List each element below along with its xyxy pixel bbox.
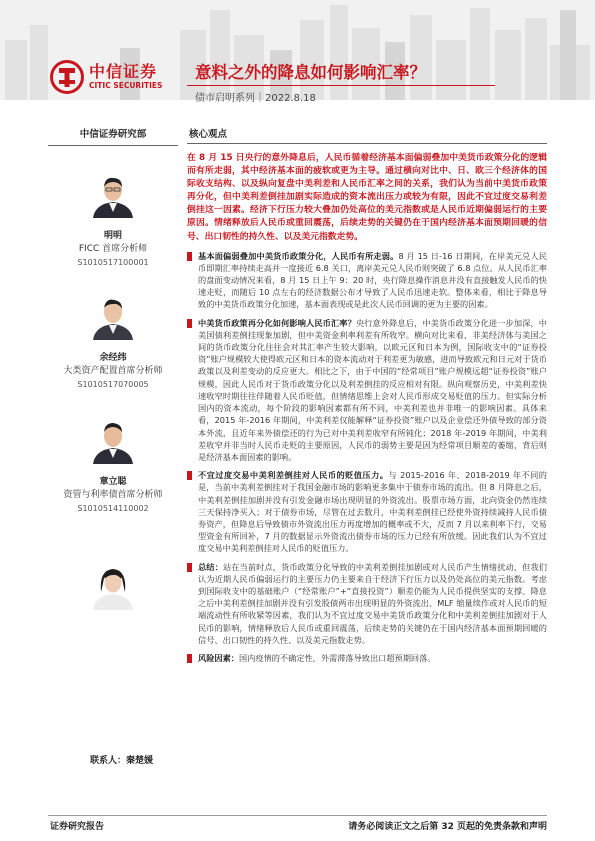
core-views-divider xyxy=(187,143,547,144)
citic-logo xyxy=(50,60,162,94)
analyst-role: 资管与利率债首席分析师 xyxy=(63,490,163,500)
red-bullet-marker xyxy=(187,563,192,572)
analyst-card xyxy=(48,416,178,515)
body-paragraph xyxy=(187,250,547,311)
logo-name-en: CITIC SECURITIES xyxy=(89,81,163,90)
red-bullet-marker xyxy=(187,252,192,261)
paragraph-body: 与 2015-2016 年、2018-2019 年不同的是，当前中美利差倒挂对于我国金融市场的影响更多集中于债券市场的流出。但 8 月降息之后，中美利差倒挂加剧并没有引发金融市场出现明显的外资流出。股票市场方面，北向资金仍然连续三天保持净买入；对于债券市场，尽管在过去数月，中美利差倒挂已经使外资持续减持人民币债券资产，但降息后导致债市外资流出压力再度增加的概率或不大，反而 7 月以来利率下行，交易型资金有所回补，7 月的数据显示外资流出债券市场的压力已经有所放缓。因此我们认为不宜过度交易中美利差倒挂对人民币的贬值压力。 xyxy=(198,470,547,554)
footer-divider xyxy=(48,815,547,816)
footer-label: 证券研究报告 xyxy=(50,822,105,832)
paragraph-lead: 风险因素： xyxy=(198,652,239,663)
summary-paragraph: 在 8 月 15 日央行的意外降息后，人民币循着经济基本面偏弱叠加中美货币政策分化的逻辑而有所走弱，其中经济基本面的疲软或更为主导。通过横向对比中、日、欧三个经济体的国际收支结构、以及纵向复盘中美利差和人民币汇率之间的关系，我们认为当前中美货币政策再分化，但中美利差倒挂加剧实际造成的资本流出压力或较为有限，因此不宜过度交易利差倒挂这一因素。经济下行压力较大叠加仍处高位的美元指数或是人民币近期偏弱运行的主要原因。情绪释放后人民币或重回震荡，后续走势的关键仍在于国内经济基本面预期回暖的信号、出口韧性的持久性、以及美元指数走势。 xyxy=(187,153,547,242)
analyst-license: S1010517070005 xyxy=(77,380,149,389)
paragraph-body: 央行意外降息后，中美货币政策分化进一步加深，中美国债利差倒挂现象加剧，但中美资金利率利差有所收窄。横向对比来看，非美经济体与美国之间的货币政策分化往往会对其汇率产生较大影响，以欧元区和日本为例，国际收支中的“证券投资”账户规模较大使得欧元区和日本的资本流动对于利差更为敏感，进而导致欧元和日元对于货币政策以及利差变动的反应更大。相比之下，由于中国的“经常项目”账户规模远超“证券投资”账户规模，因此人民币对于货币政策分化以及利差倒挂的反应相对有限。纵向观察历史，中美利差快速收窄时期往往伴随着人民币贬值，但情绪思维上会对人民币形成交易贬值的压力。但实际分析国内的资本流动，每个阶段的影响因素都有所不同，中美利差也并非唯一的影响因素。具体来看，2015 年-2016 年期间，中美利差仅能解释“证券投资”账户以及企业偿还外债导致的部分资本外流，且近年来外债偿还的行为已对中美利差收窄有所钝化；2018 年-2019 年期间，中美利差收窄并非当时人民币走贬的主要原因，人民币的弱势主要是因为经常项目顺差的萎缩，背后则是经济基本面因素的影响。 xyxy=(198,317,547,462)
analyst-card xyxy=(48,292,178,391)
analyst-sidebar xyxy=(48,126,178,766)
analyst-name: 明明 xyxy=(103,231,122,241)
paragraph-lead: 总结： xyxy=(198,561,223,572)
report-subtitle: 债市启明系列｜2022.8.18 xyxy=(195,93,316,104)
analyst-photo xyxy=(89,170,137,218)
body-paragraph xyxy=(187,469,547,554)
analyst-role: FICC 首席分析师 xyxy=(78,244,148,254)
paragraph-body: 国内疫情的不确定性，外需滞落导致出口超预期回落。 xyxy=(238,652,436,663)
paragraph-lead: 基本面偏弱叠加中美货币政策分化，人民币有所走弱。 xyxy=(198,250,399,261)
body-paragraph xyxy=(187,317,547,463)
paragraph-lead: 不宜过度交易中美利差倒挂对人民币的贬值压力。 xyxy=(198,470,389,481)
report-title: 意料之外的降息如何影响汇率？ xyxy=(195,63,426,82)
footer-disclaimer-note: 请务必阅读正文之后第 32 页起的免责条款和声明 xyxy=(348,822,547,832)
contact-photo-card xyxy=(48,562,178,614)
contact-person: 联系人：秦楚媛 xyxy=(90,756,154,766)
sidebar-heading: 中信证券研究部 xyxy=(79,129,147,140)
citic-logo-icon xyxy=(50,60,84,94)
analyst-name: 余经纬 xyxy=(99,353,127,363)
paragraph-body: 站在当前时点，货币政策分化导致的中美利差倒挂加剧或对人民币产生情绪扰动，但我们认为近期人民币偏弱运行的主要压力仍主要来自于经济下行压力以及仍处高位的美元指数。考虑到国际收支中的基础账户（“经常账户”+“直接投资”）顺差仍能为人民币提供坚实的支撑、降息之后中美利差倒挂加剧并没有引发股债两市出现明显的外资流出、MLF 缩量续作或对人民币的短端流动性有所收紧等因素，我们认为不宜过度交易中美货币政策分化和中美利差倒挂加剧对于人民币的影响，情绪释放后人民币或重回震荡，后续走势的关键仍在于国内经济基本面预期回暖的信号、出口韧性的持久性、以及美元指数走势。 xyxy=(198,561,547,645)
analyst-photo xyxy=(89,292,137,340)
analyst-card xyxy=(48,170,178,269)
red-bullet-marker xyxy=(187,471,192,480)
analyst-license: S1010514110002 xyxy=(77,504,149,513)
body-paragraph xyxy=(187,561,547,646)
red-bullet-marker xyxy=(187,654,192,663)
analyst-role: 大类资产配置首席分析师 xyxy=(63,366,163,376)
page-header xyxy=(0,0,595,112)
paragraph-lead: 中美货币政策再分化如何影响人民币汇率？ xyxy=(198,317,356,328)
analyst-photo xyxy=(89,416,137,464)
main-content xyxy=(187,126,547,664)
analyst-license: S1010517100001 xyxy=(77,258,149,267)
sidebar-divider xyxy=(48,145,178,146)
core-views-heading: 核心观点 xyxy=(189,129,228,140)
logo-name-cn: 中信证券 xyxy=(89,62,158,81)
analyst-name: 章立聪 xyxy=(99,477,127,487)
body-paragraph xyxy=(187,652,547,664)
contact-photo xyxy=(89,562,137,610)
title-divider xyxy=(187,85,495,86)
red-bullet-marker xyxy=(187,319,192,328)
paragraph-body: 8 月 15 日-16 日期间，在岸美元兑人民币即期汇率持续走高并一度接近 6.8 关口，离岸美元兑人民币则突破了 6.8 点位。从人民币汇率的盘面变动情况来看，8 月 15 日上午 9：20 时，央行降息操作消息并没有直接触发人民币的快速走贬，而随后 10 点左右的经济数据公布才导致了人民币迅速走软。整体来看，相比于降息导致的中美货币政策分化加速，基本面表现或是此次人民币回调的更为主要的因素。 xyxy=(198,250,547,310)
